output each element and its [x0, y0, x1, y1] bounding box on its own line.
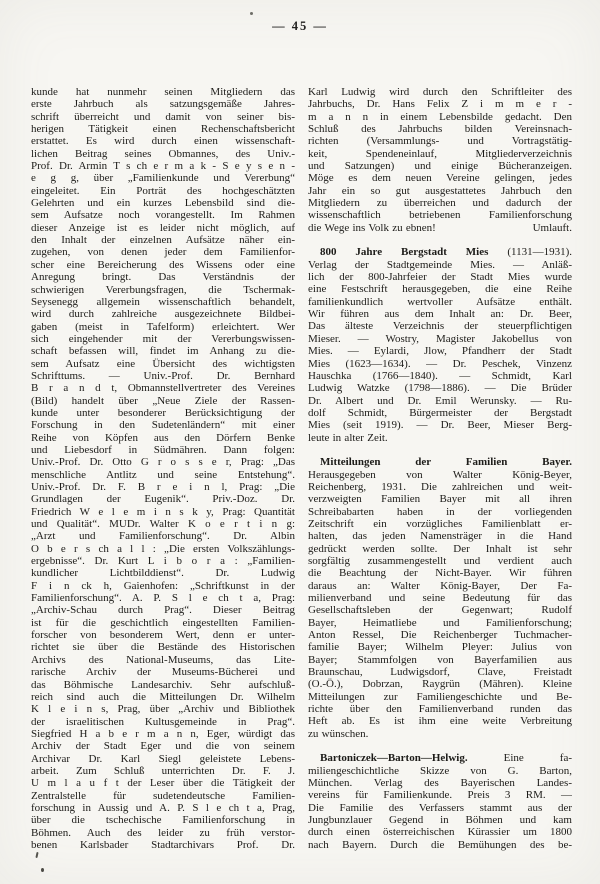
text-line — [308, 185, 572, 197]
body-text: halten, das jeden Namensträger in die Hand — [308, 530, 572, 543]
text-line — [31, 617, 295, 629]
text-line — [31, 395, 295, 407]
body-text: richten (Versammlungs- und Vortragstätig- — [308, 135, 572, 148]
text-line — [308, 135, 572, 147]
text-line — [308, 580, 572, 592]
text-line — [308, 493, 572, 505]
body-text: Mies (1623—1634). — Dr. Peschek, Vinzenz — [308, 357, 572, 370]
text-line — [31, 271, 295, 283]
text-line — [31, 296, 295, 308]
text-column-right — [308, 86, 572, 851]
body-text: F i n ck h, Gaienhofen: „Schriftkunst in der — [31, 579, 295, 592]
text-line — [31, 370, 295, 382]
body-text: Dr. Albert und Dr. Emil Werunsky. — Ru- — [308, 394, 572, 407]
body-text: m a n n in einem Lebensbilde gedacht. Den — [308, 110, 572, 123]
body-text: Die Familie des Verfassers stammt aus der — [308, 801, 572, 814]
paragraph — [308, 456, 572, 740]
text-line — [308, 172, 572, 184]
text-line — [308, 382, 572, 394]
text-line — [308, 839, 572, 851]
body-text: benen Karlsbader Stadtarchivars Prof. Dr. — [31, 838, 295, 851]
text-line — [308, 629, 572, 641]
body-text: (O.-Ö.), Dobrzan, Raygrün (Mähren). Kleine — [308, 678, 572, 691]
body-text: Schrifttums. — Univ.-Prof. Dr. Bernhard — [31, 369, 295, 382]
body-text: München. Verlag des Bayerischen Landes- — [308, 777, 572, 790]
text-line — [31, 284, 295, 296]
text-line — [31, 629, 295, 641]
text-line — [308, 802, 572, 814]
body-text: „Archiv-Schau durch Prag“. Dieser Beitrag — [31, 604, 295, 617]
body-text: Heft ab. Es ist ihm eine weite Verbreitung — [308, 715, 572, 728]
text-line — [31, 493, 295, 505]
body-text: die Beachtung der Nicht-Bayer. Wir führen — [308, 567, 572, 580]
body-text: dolf Schmidt, Bürgermeister der Bergstadt — [308, 406, 572, 419]
text-line — [31, 432, 295, 444]
bold-text: Mitteilungen der Familien Bayer. — [320, 456, 572, 469]
body-text: familie Bayer; Wilhelm Pleyer: Julius von — [308, 641, 572, 654]
body-text: Prof. Dr. Armin T s ch e r m a k - S e y s e n - — [31, 160, 295, 173]
text-line — [308, 345, 572, 357]
text-line — [308, 530, 572, 542]
body-text: (1131—1931). — [488, 246, 572, 259]
text-line — [31, 506, 295, 518]
text-line — [31, 98, 295, 110]
bold-text: Bartoniczek—Barton—Helwig. — [320, 752, 468, 765]
body-text: scher eine Bereicherung des Wissens oder eine — [31, 258, 295, 271]
text-line — [308, 752, 572, 764]
text-line — [308, 160, 572, 172]
body-text: erstattet. Es wird durch einen wissenschaft- — [31, 135, 295, 148]
text-line — [31, 530, 295, 542]
text-line — [31, 604, 295, 616]
body-text: schrift überreicht und damit von seiner bis- — [31, 110, 295, 123]
body-text: Bayer, Heimatliebe und Familienforschung; — [308, 616, 572, 629]
body-text: Reihe von Köpfen aus den Dörfern Benke — [31, 431, 295, 444]
text-line — [31, 456, 295, 468]
text-line — [308, 407, 572, 419]
text-line — [308, 370, 572, 382]
body-text: Mitgliedern zu überreichen und dadurch der — [308, 197, 572, 210]
body-text: verzweigten Familien Bayer mit all ihren — [308, 493, 572, 506]
bold-text: 800 Jahre Bergstadt Mies — [320, 246, 489, 259]
text-line — [31, 765, 295, 777]
body-text: milienverband und seine Bedeutung für das — [308, 592, 572, 604]
text-line — [308, 703, 572, 715]
body-text: ist für die geschichtlich eingestellten Familien- — [31, 616, 295, 629]
text-line — [31, 777, 295, 789]
text-line — [31, 567, 295, 579]
text-line — [308, 777, 572, 789]
body-text: Forschung in den Sudetenländern“ mit einer — [31, 419, 295, 432]
body-text: forscher von besonderem Wert, denn er unter- — [31, 629, 295, 642]
body-text: rarische Archiv der Museums-Bücherei und — [31, 666, 295, 679]
body-text: menschliche Antlitz und seine Entstehung“. — [31, 468, 295, 481]
body-text: Möge es dem neuen Vereine gelingen, jedes — [308, 172, 572, 185]
text-line — [308, 209, 572, 221]
body-text: Verlag der Stadtgemeinde Mies. — Anläß- — [308, 258, 572, 271]
body-text: erste Jahrbuch als satzungsgemäße Jahres- — [31, 98, 295, 111]
body-text: Zentralstelle für sudetendeutsche Familien- — [31, 789, 295, 802]
text-line — [308, 728, 572, 740]
text-line — [308, 789, 572, 801]
text-line — [308, 259, 572, 271]
body-text: kunde unter besonderer Berücksichtigung der — [31, 406, 295, 419]
body-text: Archivs des National-Museums, das Lite- — [31, 653, 295, 666]
text-line — [308, 617, 572, 629]
body-text: miliengeschichtliche Skizze von G. Barton, — [308, 764, 572, 777]
text-line — [31, 419, 295, 431]
paragraph — [31, 86, 295, 851]
body-text: Schluß des Jahrbuchs bilden Vereinsnach- — [308, 123, 572, 136]
text-line — [308, 765, 572, 777]
text-line — [31, 185, 295, 197]
text-line — [31, 740, 295, 752]
text-line — [308, 432, 572, 444]
body-text: Jungbunzlauer Gegend in Böhmen und kam — [308, 814, 572, 827]
body-text: Braunschau, Ludwigsdorf, Clave, Freistadt — [308, 666, 572, 679]
body-text: und Satzungen) und einige Bücheranzeigen. — [308, 160, 572, 173]
body-text: Anton Ressel, Die Reichenberger Tuchmacher- — [308, 629, 572, 642]
text-line — [31, 209, 295, 221]
body-text: Reichenberg, 1931. Die zahlreichen und weit- — [308, 480, 572, 493]
body-text: und Qualität“. MUDr. Walter K o e r t i n g: — [31, 518, 295, 531]
body-text: herigen Tätigkeit einen Rechenschaftsbericht — [31, 123, 295, 136]
text-line — [31, 703, 295, 715]
body-text: Siegfried H a b e r m a n n, Eger, würdigt das — [31, 727, 295, 740]
text-line — [308, 456, 572, 468]
text-line — [308, 148, 572, 160]
text-line — [31, 481, 295, 493]
body-text: forschung in Aussig und A. P. S l e ch t a, Prag, — [31, 801, 295, 814]
body-text: daraus an: Walter König-Bayer, Der Fa- — [308, 579, 572, 592]
text-line — [308, 543, 572, 555]
body-text: den Inhalt der einzelnen Aufsätze näher ein- — [31, 234, 295, 247]
body-text: U m l a u f t der Leser über die Tätigkeit der — [31, 777, 295, 790]
body-text: eine Festschrift herausgegeben, die eine Reihe — [308, 283, 572, 296]
body-text: leute in alter Zeit. — [308, 431, 388, 444]
body-text: zugehen, von denen jeder dem Familienfor- — [31, 246, 295, 259]
text-columns — [31, 86, 572, 851]
body-text: Jahrbuchs, Dr. Hans Felix Z i m m e r - — [308, 98, 572, 111]
text-line — [308, 567, 572, 579]
body-text: e g g, über „Familienkunde und Vererbung“ — [31, 172, 295, 185]
body-text: Wir führen aus dem Inhalt an: Dr. Beer, — [308, 308, 572, 321]
body-text: das Böhmische Landesarchiv. Sehr aufschluß- — [31, 678, 295, 691]
body-text: richte über den Familienverband runden das — [308, 703, 572, 716]
body-text: „Arzt und Familienforschung“. Dr. Albin — [31, 530, 295, 543]
body-text: Hauschka (1766—1840). — Schmidt, Karl — [308, 369, 572, 382]
text-line — [308, 715, 572, 727]
body-text: Mies (seit 1919). — Dr. Beer, Mieser Berg- — [308, 419, 572, 432]
body-text: Archivar Dr. Karl Siegl geleistete Lebens- — [31, 752, 295, 765]
body-text: Anregung bringt. Das Verständnis der — [31, 271, 295, 284]
body-text: und Liebesdorf in Südmähren. Dann folgen: — [31, 443, 295, 456]
scan-speck — [35, 852, 38, 858]
body-text: der israelitischen Kultusgemeinde in Prag“. — [31, 715, 295, 728]
body-text: Eine fa- — [467, 752, 572, 765]
body-text: kunde hat nunmehr seinen Mitgliedern das — [31, 86, 295, 98]
text-line — [308, 308, 572, 320]
signature-text: Umlauft. — [532, 221, 572, 234]
body-text: O b e r s ch a l l : „Die ersten Volkszählungs- — [31, 542, 295, 555]
body-text: B r a n d t, Obmannstellvertreter des Vereines — [31, 382, 295, 395]
text-line — [308, 654, 572, 666]
text-line — [31, 333, 295, 345]
text-line — [31, 753, 295, 765]
text-line — [308, 555, 572, 567]
paragraph — [308, 86, 572, 234]
text-line — [31, 790, 295, 802]
text-line — [31, 518, 295, 530]
text-line — [308, 506, 572, 518]
body-text: lich der 800-Jahrfeier der Stadt Mies wurde — [308, 271, 572, 284]
text-line — [31, 246, 295, 258]
text-line — [31, 222, 295, 234]
text-line — [308, 358, 572, 370]
text-line — [308, 296, 572, 308]
body-text: Univ.-Prof. Dr. F. B r e i n l, Prag: „Die — [31, 481, 295, 493]
body-text: ergebnisse“. Dr. Kurt L i b o r a : „Familien- — [31, 555, 295, 568]
text-line — [308, 481, 572, 493]
text-line — [31, 444, 295, 456]
body-text: Seysenegg allgemein wissenschaftlich behandelt, — [31, 295, 295, 308]
body-text: Grundlagen der Eugenik“. Priv.-Doz. Dr. — [31, 493, 295, 506]
body-text: Das älteste Verzeichnis der steuerpflichtigen — [308, 320, 572, 333]
body-text: keit, Spendeneinlauf, Mitgliederverzeichnis — [308, 147, 572, 160]
body-text: zu wünschen. — [308, 727, 369, 740]
text-line — [31, 827, 295, 839]
text-line — [308, 395, 572, 407]
body-text: Mieser. — Wostry, Magister Jakobellus von — [308, 332, 572, 345]
text-line — [31, 728, 295, 740]
body-text: durch einen österreichischen Kürassier um 1800 — [308, 826, 572, 839]
text-line — [31, 345, 295, 357]
body-text: richtet sie über die Bestände des Historischen — [31, 641, 295, 654]
text-line — [31, 148, 295, 160]
text-line — [31, 358, 295, 370]
text-line — [31, 382, 295, 394]
text-line — [308, 111, 572, 123]
body-text: Friedrich W e l e m i n s k y, Prag: Quantität — [31, 505, 295, 518]
text-line — [308, 222, 572, 234]
scan-speck — [41, 868, 44, 872]
text-line — [31, 555, 295, 567]
body-text: sem Aufsatz eine Übersicht des wichtigsten — [31, 357, 295, 370]
body-text: über die tschechische Familienforschung in — [31, 814, 295, 827]
body-text: reich sind auch die Mitteilungen Dr. Wilhelm — [31, 690, 295, 703]
body-text: Zeitschrift ein vorzügliches Familienblatt er- — [308, 517, 572, 530]
text-line — [31, 86, 295, 98]
text-line — [31, 654, 295, 666]
body-text: die Wege ins Volk zu ebnen! — [308, 221, 436, 234]
text-line — [308, 271, 572, 283]
body-text: gedrückt werden sollte. Der Inhalt ist sehr — [308, 542, 572, 555]
text-line — [308, 691, 572, 703]
body-text: familienkundlich wertvoller Aufsätze enthält. — [308, 295, 572, 308]
text-line — [308, 246, 572, 258]
text-line — [308, 419, 572, 431]
body-text: Univ.-Prof. Dr. Otto G r o s s e r, Prag: „Das — [31, 456, 295, 469]
body-text: sem Aufsatze noch vorangestellt. Im Rahmen — [31, 209, 295, 222]
text-line — [308, 86, 572, 98]
body-text: Mitteilungen zur Familiengeschichte und Be- — [308, 690, 572, 703]
page-number: — 45 — — [272, 19, 328, 33]
text-line — [31, 679, 295, 691]
body-text: nach Bayern. Durch die Bemühungen des be- — [308, 838, 572, 851]
text-line — [31, 172, 295, 184]
body-text: Böhmen. Auch des leider zu früh verstor- — [31, 826, 295, 839]
body-text: sorgfältig zusammengestellt und verdient auch — [308, 554, 572, 567]
body-text: Jahr ein so gut ausgestattetes Jahrbuch den — [308, 184, 572, 197]
text-line — [308, 678, 572, 690]
body-text: arbeit. Zum Schluß unterrichten Dr. F. J. — [31, 764, 295, 777]
text-column-left — [31, 86, 295, 851]
body-text: Herausgegeben von Walter König-Beyer, — [308, 468, 572, 481]
text-line — [31, 543, 295, 555]
body-text: wird durch zahlreiche ausgezeichnete Bildbei- — [31, 308, 295, 321]
text-line — [31, 691, 295, 703]
body-text: Familienforschung“. A. P. S l e ch t a, Prag: — [31, 592, 295, 605]
paragraph — [308, 752, 572, 851]
body-text: Schreibabarten haben in der vorliegenden — [308, 505, 572, 518]
text-line — [308, 814, 572, 826]
body-text: schwierigen Vererbungsfragen, die Tschermak- — [31, 283, 295, 296]
text-line — [308, 283, 572, 295]
text-line — [31, 814, 295, 826]
text-line — [31, 592, 295, 604]
body-text: Gelehrten und ein kurzes Lebensbild sind die- — [31, 197, 295, 210]
text-line — [31, 197, 295, 209]
body-text: Archiv der Stadt Eger und die von seinem — [31, 740, 295, 753]
text-line — [31, 259, 295, 271]
text-line — [31, 234, 295, 246]
text-line — [308, 826, 572, 838]
body-text: dieser Anzeige ist es leider nicht möglich, auf — [31, 221, 295, 234]
body-text: (Bild) handelt über „Neue Ziele der Rassen- — [31, 394, 295, 407]
body-text: gaben (meist in Tafelform) erleichtert. Wer — [31, 320, 295, 333]
text-line — [308, 123, 572, 135]
body-text: vereins für Familienkunde. Preis 3 RM. — — [308, 789, 572, 802]
text-line — [308, 320, 572, 332]
text-line — [31, 111, 295, 123]
body-text: kundlicher Lichtbilddienst“. Dr. Ludwig — [31, 567, 295, 580]
text-line — [31, 802, 295, 814]
text-line — [308, 641, 572, 653]
body-text: Gesellschaftsleben der Gegenwart; Rudolf — [308, 604, 572, 617]
scan-speck — [250, 12, 253, 15]
text-line — [31, 839, 295, 851]
text-line — [31, 160, 295, 172]
body-text: Ludwig Watzke (1798—1886). — Die Brüder — [308, 382, 572, 395]
text-line — [31, 716, 295, 728]
body-text: Mies. — Eylardi, Jlow, Pfandherr der Stadt — [308, 345, 572, 358]
body-text: wissenschaftlich betriebenen Familienforschung — [308, 209, 572, 222]
text-line — [31, 135, 295, 147]
text-line — [308, 604, 572, 616]
body-text: sich eingehender mit der Vererbungswissen- — [31, 332, 295, 345]
text-line — [31, 308, 295, 320]
text-line — [308, 197, 572, 209]
text-line — [308, 592, 572, 604]
body-text: eingeleitet. Ein Porträt des hochgeschätzten — [31, 184, 295, 197]
text-line — [308, 333, 572, 345]
text-line — [31, 321, 295, 333]
text-line — [31, 469, 295, 481]
body-text: schaft befassen will, findet im Anhang zu die- — [31, 345, 295, 358]
text-line — [308, 518, 572, 530]
text-line — [308, 98, 572, 110]
text-line — [308, 469, 572, 481]
text-line — [31, 580, 295, 592]
body-text: Bayer; Stammfolgen von Bayerfamilien aus — [308, 653, 572, 666]
body-text: K l e i n s, Prag, über „Archiv und Bibliothek — [31, 703, 295, 716]
text-line — [308, 666, 572, 678]
text-line — [31, 123, 295, 135]
paragraph — [308, 246, 572, 444]
text-line — [31, 641, 295, 653]
text-line — [31, 407, 295, 419]
body-text: Karl Ludwig wird durch den Schriftleiter des — [308, 86, 572, 98]
body-text: lichen Beitrag seines Obmannes, des Univ.- — [31, 147, 295, 160]
text-line — [31, 666, 295, 678]
